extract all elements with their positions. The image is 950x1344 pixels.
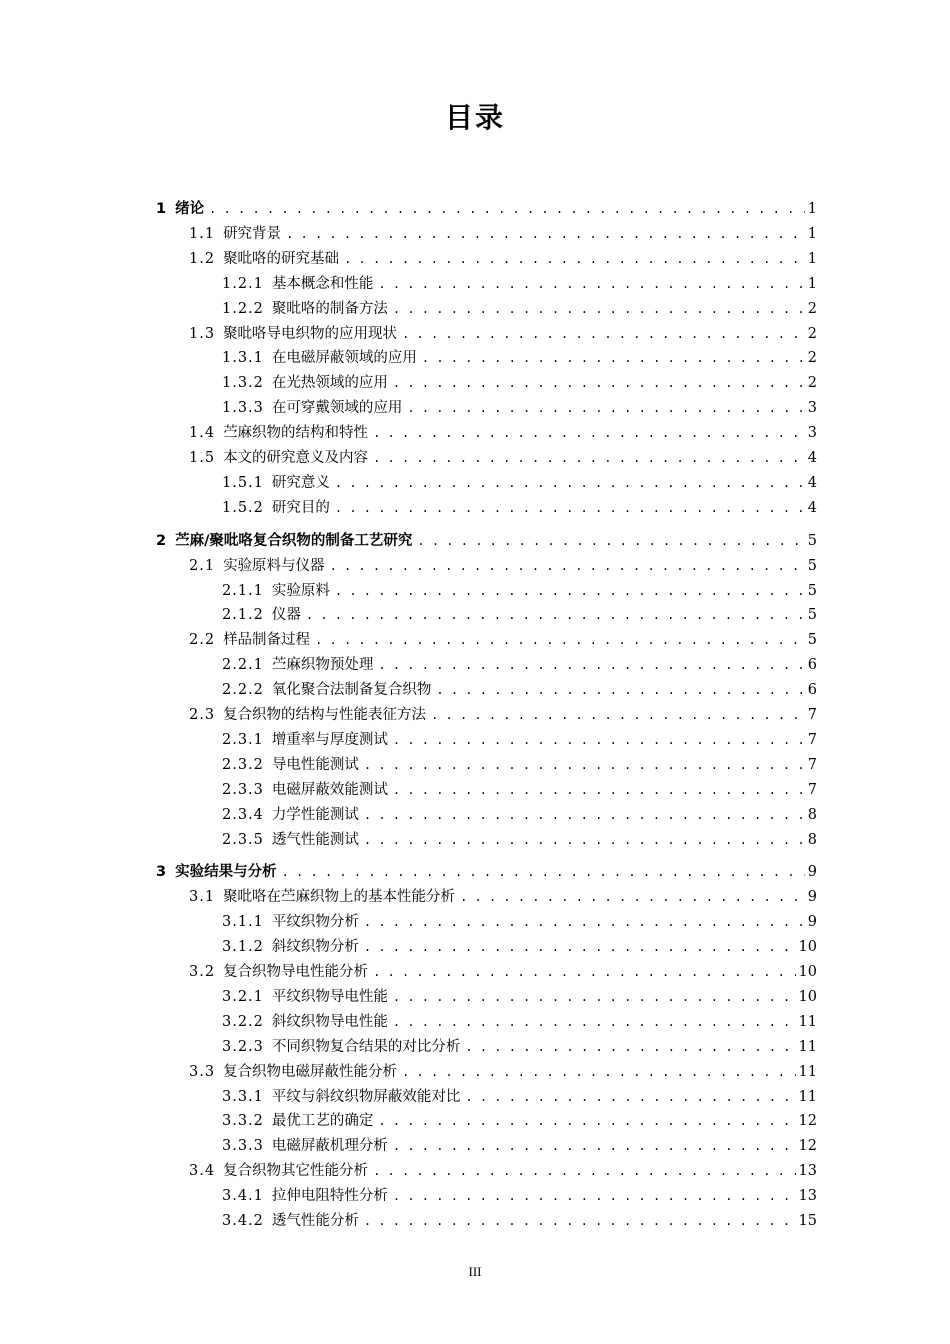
toc-entry-page: 7	[807, 707, 817, 723]
toc-entry[interactable]	[222, 396, 817, 418]
toc-entry-number: 3.2	[189, 964, 216, 980]
toc-entry-title: 平纹与斜纹织物屏蔽效能对比	[271, 1088, 461, 1105]
toc-entry-number: 3.2.2	[222, 1013, 264, 1030]
toc-entry-title: 苎麻织物预处理	[271, 657, 374, 674]
toc-entry-title: 实验原料与仪器	[223, 557, 325, 574]
toc-entry[interactable]	[222, 910, 817, 932]
toc-dot-leader	[393, 1186, 796, 1206]
toc-dot-leader	[465, 1087, 795, 1107]
toc-dot-leader	[335, 473, 805, 493]
toc-entry-number: 2.2.2	[222, 682, 264, 699]
toc-entry-title: 平纹织物导电性能	[271, 988, 388, 1005]
toc-entry-page: 3	[807, 400, 817, 417]
toc-entry-title: 复合织物的结构与性能表征方法	[223, 707, 427, 723]
toc-entry-number: 1.2.1	[222, 275, 264, 292]
toc-entry-page: 2	[807, 300, 817, 317]
toc-entry-title: 研究背景	[223, 225, 282, 242]
toc-entry-page: 10	[798, 964, 817, 980]
toc-entry-title: 绪论	[175, 201, 205, 217]
toc-entry-title: 最优工艺的确定	[271, 1113, 374, 1130]
toc-entry-number: 3.4	[189, 1163, 216, 1180]
toc-entry-page: 5	[807, 532, 817, 549]
toc-entry[interactable]	[222, 496, 817, 518]
toc-entry[interactable]	[222, 1085, 817, 1107]
toc-entry-page: 11	[798, 1038, 817, 1055]
toc-entry[interactable]	[222, 753, 817, 775]
toc-entry-title: 透气性能测试	[271, 831, 359, 848]
toc-entry-page: 3	[807, 425, 817, 442]
toc-dot-leader	[335, 581, 805, 601]
toc-entry[interactable]	[222, 803, 817, 825]
toc-entry-number: 2.1	[189, 557, 216, 574]
toc-entry[interactable]	[222, 728, 817, 750]
toc-entry[interactable]	[222, 603, 817, 625]
toc-entry-number: 1.4	[189, 425, 216, 442]
toc-entry-page: 2	[807, 375, 817, 392]
toc-entry-number: 3.3.2	[222, 1113, 264, 1130]
toc-entry-page: 1	[807, 275, 817, 292]
toc-entry-number: 3	[156, 864, 168, 881]
toc-dot-leader	[407, 398, 804, 418]
toc-entry-title: 在可穿戴领域的应用	[271, 400, 403, 417]
toc-dot-leader	[378, 274, 804, 294]
toc-entry[interactable]	[189, 885, 817, 907]
toc-entry-number: 2.3.1	[222, 731, 264, 748]
toc-entry[interactable]	[222, 1035, 817, 1057]
toc-entry-number: 3.3.1	[222, 1088, 264, 1105]
toc-entry[interactable]	[222, 346, 817, 368]
toc-entry-page: 1	[807, 250, 817, 267]
toc-entry-title: 氧化聚合法制备复合织物	[271, 682, 432, 699]
toc-dot-leader	[393, 1012, 796, 1032]
toc-entry-number: 1.2	[189, 250, 216, 267]
toc-entry[interactable]	[189, 628, 817, 650]
toc-dot-leader	[306, 605, 805, 625]
toc-dot-leader	[286, 224, 805, 244]
toc-entry-number: 3.1	[189, 889, 216, 906]
toc-entry-page: 11	[798, 1013, 817, 1030]
toc-entry-title: 在电磁屏蔽领域的应用	[271, 350, 417, 367]
toc-entry-title: 聚吡咯的制备方法	[271, 300, 388, 317]
toc-dot-leader	[393, 373, 805, 393]
toc-entry-page: 2	[807, 325, 817, 342]
toc-entry[interactable]	[189, 446, 817, 468]
toc-entry-title: 仪器	[271, 607, 301, 624]
toc-entry-number: 1.5	[189, 450, 216, 466]
toc-entry-number: 2	[156, 532, 168, 549]
toc-entry[interactable]	[222, 1184, 817, 1206]
toc-dot-leader	[378, 1111, 795, 1131]
toc-dot-leader	[209, 199, 805, 219]
page-title: 目录	[444, 101, 505, 134]
toc-entry[interactable]	[222, 471, 817, 493]
toc-dot-leader	[465, 1037, 795, 1057]
toc-entry-page: 13	[798, 1188, 817, 1205]
toc-entry-page: 12	[798, 1138, 817, 1155]
toc-entry-number: 3.2.3	[222, 1038, 264, 1055]
toc-entry[interactable]	[189, 703, 817, 725]
toc-entry[interactable]	[189, 247, 817, 269]
toc-entry-number: 1.1	[189, 225, 216, 242]
toc-entry[interactable]	[222, 778, 817, 800]
toc-entry[interactable]	[222, 579, 817, 601]
toc-entry-number: 3.4.1	[222, 1188, 264, 1205]
toc-entry[interactable]	[222, 935, 817, 957]
toc-entry-title: 电磁屏蔽机理分析	[271, 1138, 388, 1155]
toc-entry-page: 9	[807, 864, 817, 881]
toc-entry[interactable]	[222, 1134, 817, 1156]
toc-dot-leader	[393, 730, 805, 750]
toc-entry-title: 平纹织物分析	[271, 914, 359, 931]
toc-entry-title: 本文的研究意义及内容	[223, 450, 369, 466]
toc-entry-page: 5	[807, 582, 817, 599]
toc-entry-title: 实验原料	[271, 582, 330, 599]
toc-entry-page: 10	[798, 988, 817, 1005]
toc-entry-number: 2.3.5	[222, 831, 264, 848]
toc-dot-leader	[282, 862, 805, 882]
toc-entry[interactable]	[189, 960, 817, 982]
toc-entry-number: 1	[156, 201, 168, 217]
toc-entry-page: 5	[807, 557, 817, 574]
toc-entry[interactable]	[222, 1209, 817, 1231]
toc-dot-leader	[335, 498, 805, 518]
toc-entry[interactable]	[156, 860, 817, 882]
toc-dot-leader	[436, 680, 804, 700]
toc-entry-number: 2.3	[189, 707, 216, 723]
toc-entry-page: 8	[807, 831, 817, 848]
toc-entry-number: 1.3.3	[222, 400, 264, 417]
toc-entry-number: 2.1.1	[222, 582, 264, 599]
toc-entry-number: 2.3.3	[222, 781, 264, 798]
toc-entry[interactable]	[156, 529, 817, 551]
toc-dot-leader	[330, 556, 805, 576]
toc-dot-leader	[364, 1211, 796, 1231]
toc-entry-page: 15	[798, 1213, 817, 1229]
toc-entry[interactable]	[156, 197, 817, 219]
toc-entry-title: 拉伸电阻特性分析	[271, 1188, 388, 1205]
toc-entry-number: 2.3.2	[222, 756, 264, 773]
toc-entry[interactable]	[222, 297, 817, 319]
toc-dot-leader	[364, 937, 796, 957]
toc-entry-page: 5	[807, 607, 817, 624]
toc-dot-leader	[460, 887, 805, 907]
toc-entry-page: 4	[807, 474, 817, 491]
toc-entry-title: 聚吡咯的研究基础	[223, 250, 340, 267]
toc-entry[interactable]	[222, 678, 817, 700]
toc-entry[interactable]	[189, 421, 817, 443]
toc-entry[interactable]	[222, 272, 817, 294]
toc-entry-number: 2.3.4	[222, 806, 264, 823]
toc-entry-title: 斜纹织物分析	[271, 939, 359, 956]
toc-dot-leader	[373, 1161, 795, 1181]
toc-dot-leader	[364, 830, 805, 850]
toc-entry-title: 增重率与厚度测试	[271, 731, 388, 748]
toc-entry[interactable]	[222, 653, 817, 675]
toc-dot-leader	[402, 324, 805, 344]
toc-entry-title: 导电性能测试	[271, 756, 359, 773]
toc-entry-title: 样品制备过程	[223, 632, 311, 649]
toc-entry-title: 基本概念和性能	[271, 275, 374, 292]
toc-dot-leader	[344, 249, 805, 269]
toc-entry-number: 1.3.1	[222, 350, 264, 367]
toc-entry[interactable]	[222, 828, 817, 850]
toc-entry-title: 实验结果与分析	[175, 864, 277, 881]
toc-entry-title: 研究目的	[271, 499, 330, 516]
toc-dot-leader	[393, 299, 805, 319]
toc-entry-title: 复合织物导电性能分析	[223, 964, 369, 980]
toc-entry-title: 在光热领域的应用	[271, 375, 388, 392]
toc-dot-leader	[373, 423, 805, 443]
toc-entry-page: 2	[807, 350, 817, 367]
toc-entry-page: 7	[807, 781, 817, 798]
page-number-footer: III	[468, 1264, 482, 1279]
toc-entry[interactable]	[222, 371, 817, 393]
toc-entry-number: 1.3.2	[222, 375, 264, 392]
toc-entry-page: 8	[807, 806, 817, 823]
toc-entry-number: 1.5.2	[222, 499, 264, 516]
toc-dot-leader	[315, 630, 805, 650]
toc-entry-page: 9	[807, 889, 817, 906]
toc-entry-number: 3.4.2	[222, 1213, 264, 1229]
toc-entry-number: 3.2.1	[222, 988, 264, 1005]
toc-entry-title: 不同织物复合结果的对比分析	[271, 1038, 461, 1055]
toc-entry-number: 3.1.2	[222, 939, 264, 956]
toc-entry-number: 3.3.3	[222, 1138, 264, 1155]
toc-entry-page: 6	[807, 682, 817, 699]
toc-entry-number: 1.3	[189, 325, 216, 342]
toc-entry-title: 复合织物电磁屏蔽性能分析	[223, 1063, 398, 1080]
toc-entry-page: 7	[807, 756, 817, 773]
toc-dot-leader	[393, 987, 796, 1007]
toc-dot-leader	[393, 1136, 796, 1156]
toc-entry[interactable]	[189, 1159, 817, 1181]
toc-entry-page: 1	[807, 201, 817, 217]
toc-entry-page: 9	[807, 914, 817, 931]
toc-dot-leader	[393, 780, 805, 800]
toc-entry-page: 4	[807, 450, 817, 466]
toc-entry-title: 苎麻织物的结构和特性	[223, 425, 369, 442]
toc-entry-title: 透气性能分析	[271, 1213, 359, 1229]
toc-dot-leader	[431, 705, 805, 725]
toc-entry-number: 2.2.1	[222, 657, 264, 674]
toc-entry-page: 1	[807, 225, 817, 242]
toc-entry-page: 7	[807, 731, 817, 748]
toc-dot-leader	[417, 531, 804, 551]
toc-entry-title: 聚吡咯导电织物的应用现状	[223, 325, 398, 342]
toc-dot-leader	[402, 1062, 795, 1082]
toc-entry[interactable]	[189, 1060, 817, 1082]
toc-entry-page: 11	[798, 1088, 817, 1105]
toc-entry[interactable]	[189, 554, 817, 576]
toc-dot-leader	[364, 805, 805, 825]
toc-entry-page: 13	[798, 1163, 817, 1180]
toc-entry-number: 2.2	[189, 632, 216, 649]
toc-entry-title: 研究意义	[271, 474, 330, 491]
toc-entry[interactable]	[189, 222, 817, 244]
toc-entry-page: 4	[807, 499, 817, 516]
toc-entry-page: 11	[798, 1063, 817, 1080]
toc-entry[interactable]	[222, 1109, 817, 1131]
toc-entry-number: 1.5.1	[222, 474, 264, 491]
toc-entry-page: 5	[807, 632, 817, 649]
toc-dot-leader	[364, 912, 805, 932]
toc-entry-page: 6	[807, 657, 817, 674]
toc-entry-title: 聚吡咯在苎麻织物上的基本性能分析	[223, 889, 456, 906]
toc-entry-title: 复合织物其它性能分析	[223, 1163, 369, 1180]
toc-entry-number: 3.3	[189, 1063, 216, 1080]
toc-dot-leader	[373, 448, 805, 468]
toc-entry-title: 斜纹织物导电性能	[271, 1013, 388, 1030]
toc-entry[interactable]	[189, 322, 817, 344]
toc-entry-title: 力学性能测试	[271, 806, 359, 823]
toc-entry-title: 苎麻/聚吡咯复合织物的制备工艺研究	[175, 532, 413, 549]
toc-dot-leader	[364, 755, 805, 775]
toc-entry-number: 2.1.2	[222, 607, 264, 624]
toc-entry-page: 10	[798, 939, 817, 956]
toc-entry-page: 12	[798, 1113, 817, 1130]
toc-dot-leader	[378, 655, 804, 675]
toc-dot-leader	[373, 962, 795, 982]
toc-entry[interactable]	[222, 1010, 817, 1032]
toc-entry-title: 电磁屏蔽效能测试	[271, 781, 388, 798]
toc-entry[interactable]	[222, 985, 817, 1007]
toc-entry-number: 1.2.2	[222, 300, 264, 317]
toc-entry-number: 3.1.1	[222, 914, 264, 931]
toc-dot-leader	[422, 348, 805, 368]
